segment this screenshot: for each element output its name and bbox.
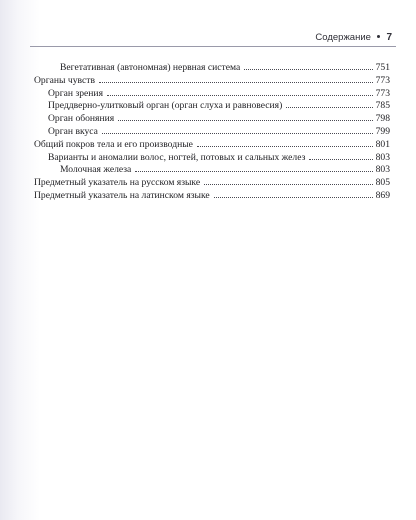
toc-entry-page: 805 [375, 177, 390, 189]
toc-entry-title: Органы чувств [34, 74, 95, 86]
toc-entry [34, 190, 390, 203]
dot-leader [107, 95, 373, 96]
toc-entry [34, 100, 390, 113]
dot-leader [197, 146, 373, 147]
dot-leader [204, 184, 372, 185]
toc-entry-title: Варианты и аномалии волос, ногтей, потовых и сальных желез [48, 151, 306, 163]
toc-entry-title: Общий покров тела и его производные [34, 138, 193, 150]
toc-entry-page: 785 [375, 100, 390, 112]
bullet-icon [377, 35, 381, 39]
dot-leader [135, 171, 372, 172]
running-head [30, 28, 396, 47]
toc-entry-title: Орган обоняния [48, 113, 115, 125]
toc-entry [34, 126, 390, 139]
toc-entry [34, 62, 390, 75]
toc-entry [34, 88, 390, 101]
toc-entry-title: Предметный указатель на русском языке [34, 177, 201, 189]
table-of-contents [34, 62, 390, 203]
toc-entry-title: Предметный указатель на латинском языке [34, 189, 210, 201]
toc-entry [34, 113, 390, 126]
dot-leader [286, 107, 372, 108]
toc-entry-page: 869 [375, 189, 390, 201]
toc-entry [34, 164, 390, 177]
dot-leader [118, 120, 372, 121]
toc-entry [34, 152, 390, 165]
running-head-section: Содержание [315, 32, 371, 43]
toc-entry-page: 773 [375, 74, 390, 86]
toc-entry-title: Вегетативная (автономная) нервная система [60, 62, 241, 73]
toc-entry-page: 751 [375, 62, 390, 73]
toc-entry-title: Молочная железа [60, 164, 132, 176]
toc-entry-page: 801 [375, 138, 390, 150]
toc-entry-title: Орган зрения [48, 87, 103, 99]
toc-entry-page: 773 [375, 87, 390, 99]
dot-leader [244, 69, 372, 70]
dot-leader [309, 159, 372, 160]
toc-entry-page: 798 [375, 113, 390, 125]
dot-leader [102, 133, 373, 134]
dot-leader [214, 197, 373, 198]
toc-entry-title: Преддверно-улитковый орган (орган слуха и равновесия) [48, 100, 283, 112]
running-head-content [315, 32, 392, 43]
toc-entry [34, 139, 390, 152]
toc-entry-page: 799 [375, 125, 390, 137]
toc-entry [34, 177, 390, 190]
dot-leader [99, 82, 373, 83]
toc-entry [34, 75, 390, 88]
toc-entry-page: 803 [375, 151, 390, 163]
toc-entry-page: 803 [375, 164, 390, 176]
toc-entry-title: Орган вкуса [48, 125, 98, 137]
page-number: 7 [386, 32, 392, 43]
